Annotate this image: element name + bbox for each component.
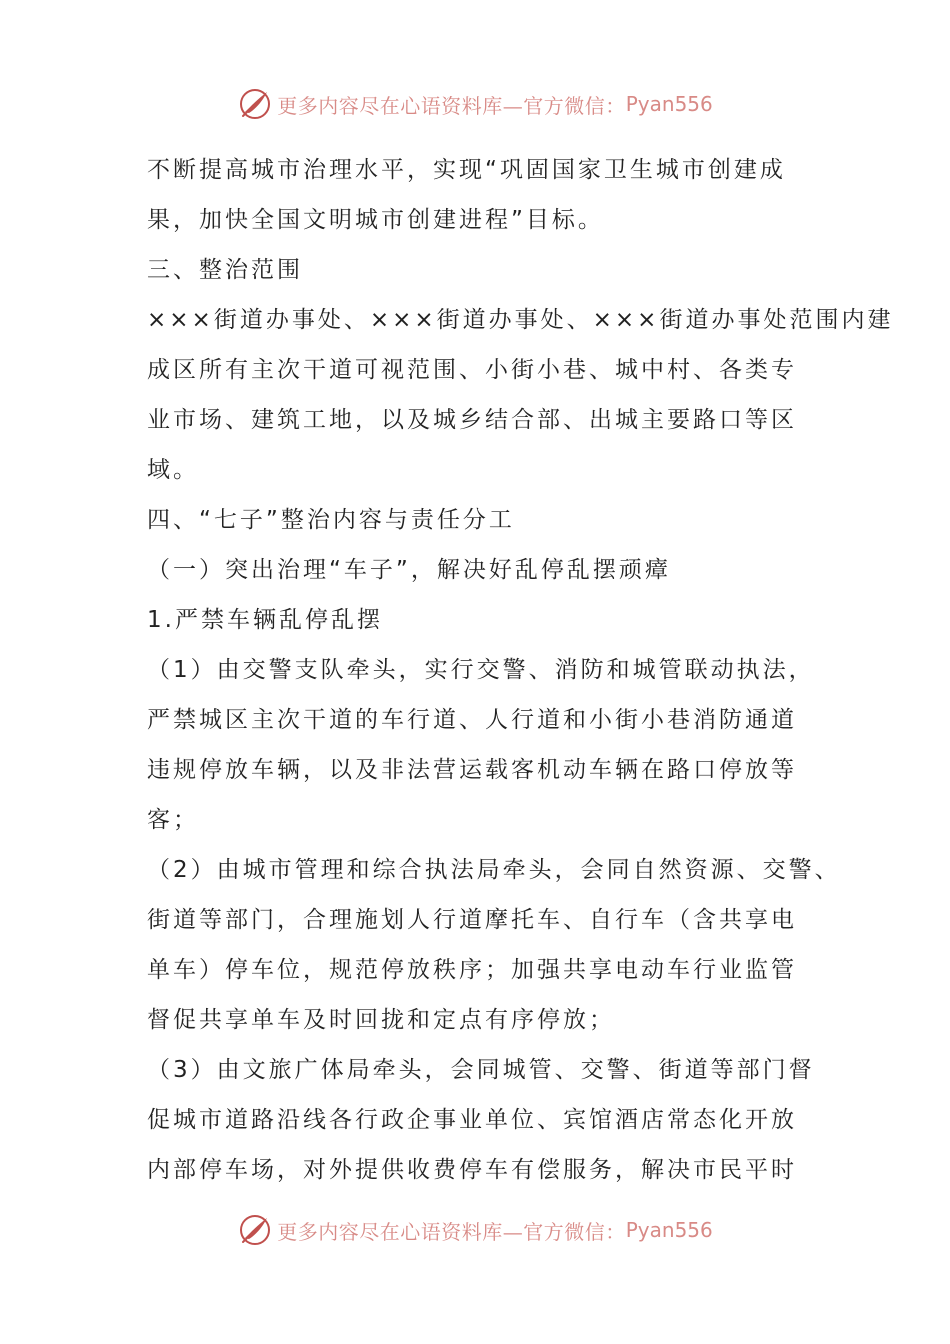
text-line: 内部停车场，对外提供收费停车有偿服务，解决市民平时 [147, 1157, 797, 1183]
text-line: （1）由交警支队牵头，实行交警、消防和城管联动执法， [147, 657, 815, 683]
footer-watermark [0, 1208, 950, 1252]
text-line: ×××街道办事处、×××街道办事处、×××街道办事处范围内建 [147, 307, 894, 333]
document-text [147, 145, 894, 1195]
watermark-text: 更多内容尽在心语资料库—官方微信： [277, 93, 626, 118]
document-body [147, 145, 894, 1195]
section-heading: 三、整治范围 [147, 257, 303, 283]
watermark-wechat-id: Pyan556 [625, 1218, 713, 1242]
text-line: 不断提高城市治理水平，实现“巩固国家卫生城市创建成 [147, 157, 786, 183]
text-line: 街道等部门，合理施划人行道摩托车、自行车（含共享电 [147, 907, 797, 933]
watermark-text: 更多内容尽在心语资料库—官方微信： [277, 1219, 626, 1244]
text-line: （2）由城市管理和综合执法局牵头，会同自然资源、交警、 [147, 857, 841, 883]
text-line: （3）由文旅广体局牵头，会同城管、交警、街道等部门督 [147, 1057, 815, 1083]
text-line: 单车）停车位，规范停放秩序；加强共享电动车行业监管 [147, 957, 797, 983]
quill-pen-logo-icon [237, 1212, 273, 1248]
subsection-heading: （一）突出治理“车子”，解决好乱停乱摆顽瘴 [147, 557, 671, 583]
header-watermark [0, 82, 950, 126]
text-line: 督促共享单车及时回拢和定点有序停放； [147, 1007, 615, 1033]
text-line: 业市场、建筑工地，以及城乡结合部、出城主要路口等区 [147, 407, 797, 433]
text-line: 促城市道路沿线各行政企事业单位、宾馆酒店常态化开放 [147, 1107, 797, 1133]
text-line: 域。 [147, 457, 199, 483]
text-line: 客； [147, 807, 199, 833]
watermark-wechat-id: Pyan556 [625, 92, 713, 116]
section-heading: 四、“七子”整治内容与责任分工 [147, 507, 515, 533]
text-line: 成区所有主次干道可视范围、小街小巷、城中村、各类专 [147, 357, 797, 383]
quill-pen-logo-icon [237, 86, 273, 122]
text-line: 果，加快全国文明城市创建进程”目标。 [147, 207, 604, 233]
text-line: 严禁城区主次干道的车行道、人行道和小街小巷消防通道 [147, 707, 797, 733]
item-heading: 1.严禁车辆乱停乱摆 [147, 607, 383, 633]
text-line: 违规停放车辆，以及非法营运载客机动车辆在路口停放等 [147, 757, 797, 783]
